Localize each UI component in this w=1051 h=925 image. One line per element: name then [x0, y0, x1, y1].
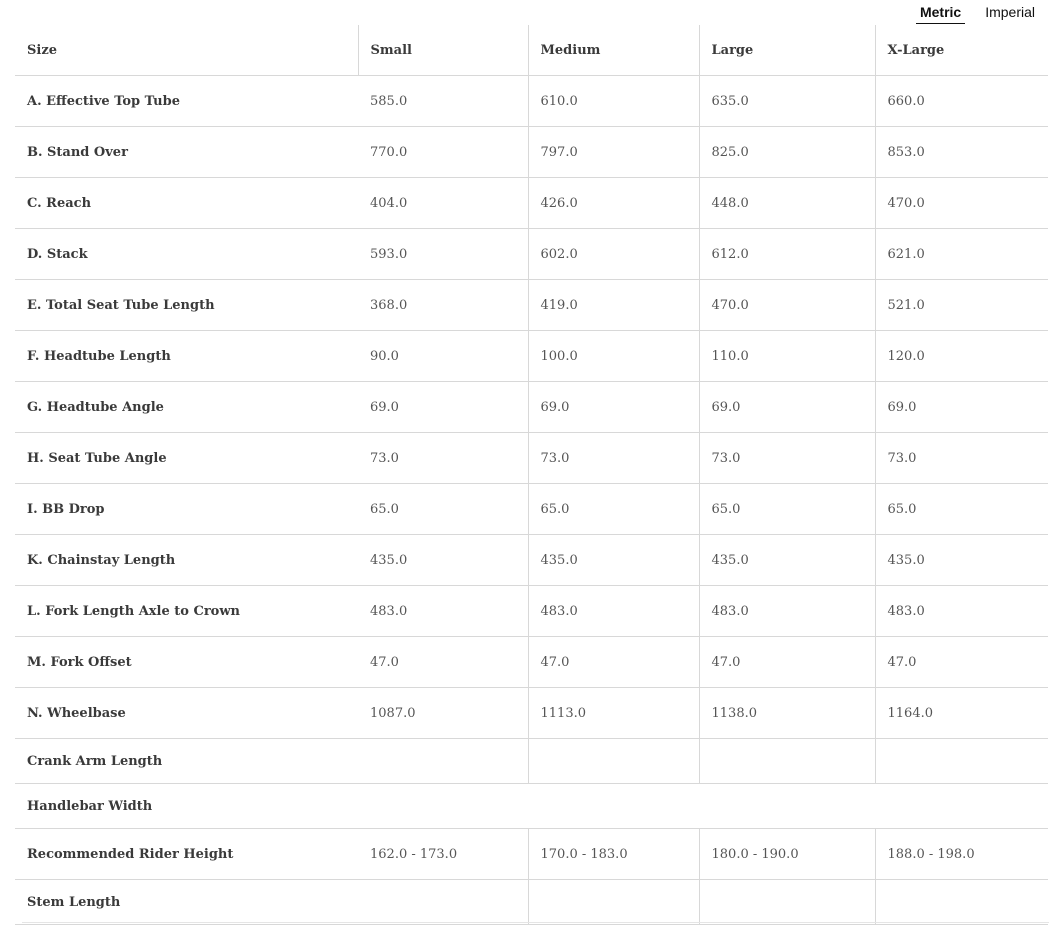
cell-value: 47.0 [528, 637, 699, 688]
table-header-row [15, 25, 1048, 76]
size-column-header: Size [15, 25, 358, 76]
row-label: K. Chainstay Length [15, 535, 358, 586]
cell-value: 797.0 [528, 127, 699, 178]
cell-value: 593.0 [358, 229, 528, 280]
cell-value: 69.0 [528, 382, 699, 433]
cell-value: 65.0 [875, 484, 1048, 535]
size-header-x-large: X-Large [875, 25, 1048, 76]
cell-value: 470.0 [875, 178, 1048, 229]
size-header-medium: Medium [528, 25, 699, 76]
table-row [15, 637, 1048, 688]
cell-value: 612.0 [699, 229, 875, 280]
table-row [15, 178, 1048, 229]
table-row [15, 739, 1048, 784]
row-label: G. Headtube Angle [15, 382, 358, 433]
cell-value: 73.0 [358, 433, 528, 484]
cell-value: 435.0 [875, 535, 1048, 586]
row-label: I. BB Drop [15, 484, 358, 535]
cell-value [528, 739, 699, 784]
cell-value [699, 739, 875, 784]
cell-value: 73.0 [875, 433, 1048, 484]
cell-value: 419.0 [528, 280, 699, 331]
cell-value [358, 739, 528, 784]
table-row [15, 382, 1048, 433]
table-row [15, 880, 1048, 925]
cell-value: 448.0 [699, 178, 875, 229]
table-row [15, 829, 1048, 880]
cell-value: 621.0 [875, 229, 1048, 280]
cell-value: 162.0 - 173.0 [358, 829, 528, 880]
cell-value: 368.0 [358, 280, 528, 331]
row-label: M. Fork Offset [15, 637, 358, 688]
cell-value: 69.0 [358, 382, 528, 433]
cell-value [358, 784, 1048, 829]
cell-value: 470.0 [699, 280, 875, 331]
cell-value: 73.0 [699, 433, 875, 484]
bottom-divider [22, 922, 1049, 923]
metric-toggle-button[interactable]: Metric [916, 2, 965, 24]
geometry-table [15, 25, 1048, 925]
cell-value: 73.0 [528, 433, 699, 484]
cell-value: 1113.0 [528, 688, 699, 739]
cell-value: 1164.0 [875, 688, 1048, 739]
cell-value: 825.0 [699, 127, 875, 178]
unit-toggle [900, 2, 1039, 24]
row-label: H. Seat Tube Angle [15, 433, 358, 484]
row-label: B. Stand Over [15, 127, 358, 178]
cell-value: 65.0 [358, 484, 528, 535]
row-label: Handlebar Width [15, 784, 358, 829]
cell-value: 69.0 [699, 382, 875, 433]
row-label: F. Headtube Length [15, 331, 358, 382]
table-row [15, 784, 1048, 829]
cell-value: 100.0 [528, 331, 699, 382]
table-row [15, 586, 1048, 637]
cell-value [875, 739, 1048, 784]
row-label: D. Stack [15, 229, 358, 280]
cell-value: 404.0 [358, 178, 528, 229]
cell-value: 69.0 [875, 382, 1048, 433]
cell-value: 483.0 [699, 586, 875, 637]
cell-value: 521.0 [875, 280, 1048, 331]
cell-value: 47.0 [875, 637, 1048, 688]
cell-value: 483.0 [358, 586, 528, 637]
cell-value: 188.0 - 198.0 [875, 829, 1048, 880]
cell-value: 585.0 [358, 76, 528, 127]
cell-value: 483.0 [875, 586, 1048, 637]
table-row [15, 280, 1048, 331]
cell-value [358, 880, 528, 925]
cell-value: 65.0 [699, 484, 875, 535]
table-row [15, 229, 1048, 280]
row-label: A. Effective Top Tube [15, 76, 358, 127]
cell-value: 602.0 [528, 229, 699, 280]
row-label: N. Wheelbase [15, 688, 358, 739]
row-label: E. Total Seat Tube Length [15, 280, 358, 331]
cell-value: 635.0 [699, 76, 875, 127]
cell-value: 1138.0 [699, 688, 875, 739]
table-row [15, 331, 1048, 382]
cell-value: 170.0 - 183.0 [528, 829, 699, 880]
row-label: C. Reach [15, 178, 358, 229]
size-header-large: Large [699, 25, 875, 76]
table-row [15, 433, 1048, 484]
cell-value: 853.0 [875, 127, 1048, 178]
cell-value: 435.0 [528, 535, 699, 586]
cell-value: 1087.0 [358, 688, 528, 739]
row-label: Stem Length [15, 880, 358, 925]
table-row [15, 484, 1048, 535]
row-label: Recommended Rider Height [15, 829, 358, 880]
row-label: L. Fork Length Axle to Crown [15, 586, 358, 637]
table-row [15, 688, 1048, 739]
cell-value [699, 880, 875, 925]
cell-value: 770.0 [358, 127, 528, 178]
cell-value: 90.0 [358, 331, 528, 382]
cell-value: 435.0 [358, 535, 528, 586]
cell-value: 47.0 [358, 637, 528, 688]
cell-value: 660.0 [875, 76, 1048, 127]
cell-value [528, 880, 699, 925]
cell-value: 610.0 [528, 76, 699, 127]
table-row [15, 127, 1048, 178]
cell-value: 47.0 [699, 637, 875, 688]
cell-value: 180.0 - 190.0 [699, 829, 875, 880]
imperial-toggle-button[interactable]: Imperial [985, 4, 1035, 20]
table-row [15, 535, 1048, 586]
cell-value [875, 880, 1048, 925]
cell-value: 110.0 [699, 331, 875, 382]
cell-value: 435.0 [699, 535, 875, 586]
cell-value: 426.0 [528, 178, 699, 229]
cell-value: 65.0 [528, 484, 699, 535]
cell-value: 483.0 [528, 586, 699, 637]
table-row [15, 76, 1048, 127]
cell-value: 120.0 [875, 331, 1048, 382]
row-label: Crank Arm Length [15, 739, 358, 784]
size-header-small: Small [358, 25, 528, 76]
